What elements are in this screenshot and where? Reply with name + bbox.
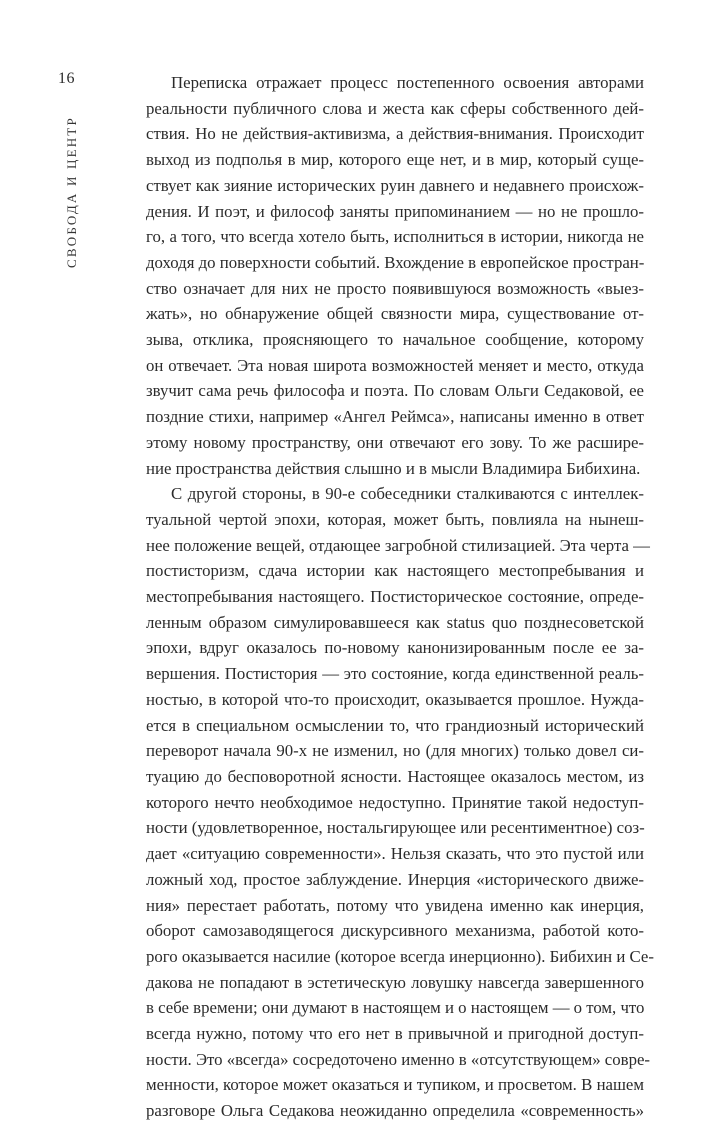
- text-line: го, а того, что всегда хотело быть, исполниться в истории, никогда не: [146, 227, 644, 247]
- text-line: туальной чертой эпохи, которая, может быть, повлияла на нынеш-: [146, 509, 644, 529]
- text-line: поздние стихи, например «Ангел Реймса», написаны именно в ответ: [146, 407, 644, 427]
- text-line: туацию до бесповоротной ясности. Настоящее оказалось местом, из: [146, 766, 644, 786]
- text-line: которого нечто необходимое недоступно. Принятие такой недоступ-: [146, 792, 644, 812]
- text-line: ностью, в которой что-то происходит, оказывается прошлое. Нужда-: [146, 689, 644, 709]
- body-text: [146, 70, 654, 1124]
- text-line: ния» перестает работать, потому что увидена именно как инерция,: [146, 895, 644, 915]
- text-line: звучит сама речь философа и поэта. По словам Ольги Седаковой, ее: [146, 381, 644, 401]
- paragraph: [146, 70, 644, 481]
- text-line: Переписка отражает процесс постепенного освоения авторами: [171, 73, 644, 92]
- text-line: ствует как зияние исторических руин давнего и недавнего происхож-: [146, 175, 644, 195]
- text-line: ленным образом симулировавшееся как status quo позднесоветской: [146, 612, 644, 632]
- text-line: ствия. Но не действия-активизма, а действия-внимания. Происходит: [146, 124, 644, 144]
- text-line: оборот самозаводящегося дискурсивного механизма, работой кото-: [146, 921, 644, 941]
- text-line: ство означает для них не просто появившуюся возможность «выез-: [146, 278, 644, 298]
- text-line: рого оказывается насилие (которое всегда инерционно). Бибихин и Се-: [146, 946, 654, 966]
- text-line: выход из подполья в мир, которого еще нет, и в мир, который суще-: [146, 150, 644, 170]
- text-line: ется в специальном осмыслении то, что грандиозный исторический: [146, 715, 644, 735]
- text-line: вершения. Постистория — это состояние, когда единственной реаль-: [146, 664, 644, 684]
- text-line: этому новому пространству, они отвечают его зову. То же расшире-: [146, 432, 644, 452]
- text-line: ложный ход, простое заблуждение. Инерция «исторического движе-: [146, 869, 644, 889]
- text-line: дает «ситуацию современности». Нельзя сказать, что это пустой или: [146, 844, 644, 864]
- text-line: С другой стороны, в 90-е собеседники сталкиваются с интеллек-: [171, 484, 644, 504]
- text-line: в себе времени; они думают в настоящем и о настоящем — о том, что: [146, 998, 645, 1018]
- paragraph: [146, 481, 654, 1124]
- text-line: ние пространства действия слышно и в мысли Владимира Бибихина.: [146, 458, 641, 478]
- page-number: 16: [58, 70, 75, 87]
- text-line: менности, которое может оказаться и тупиком, и просветом. В нашем: [146, 1075, 644, 1095]
- text-line: дения. И поэт, и философ заняты припоминанием — но не прошло-: [146, 201, 644, 221]
- text-line: нее положение вещей, отдающее загробной стилизацией. Эта черта —: [146, 535, 650, 555]
- text-line: всегда нужно, потому что его нет в привычной и пригодной доступ-: [146, 1024, 644, 1044]
- text-line: дакова не попадают в эстетическую ловушку навсегда завершенного: [146, 972, 644, 992]
- text-line: разговоре Ольга Седакова неожиданно определила «современность»: [146, 1101, 644, 1121]
- running-head: СВОБОДА И ЦЕНТР: [64, 116, 79, 268]
- text-line: доходя до поверхности событий. Вхождение в европейское простран-: [146, 252, 645, 272]
- text-line: эпохи, вдруг оказалось по-новому канонизированным после ее за-: [146, 638, 644, 658]
- text-line: он отвечает. Эта новая широта возможностей меняет и место, откуда: [146, 355, 644, 375]
- text-line: жать», но обнаружение общей связности мира, существование от-: [146, 304, 644, 324]
- text-line: ности (удовлетворенное, ностальгирующее или ресентиментное) соз-: [146, 818, 645, 838]
- text-line: местопребывания настоящего. Постисторическое состояние, опреде-: [146, 587, 644, 607]
- text-line: реальности публичного слова и жеста как сферы собственного дей-: [146, 98, 644, 118]
- text-line: ности. Это «всегда» сосредоточено именно в «отсутствующем» совре-: [146, 1049, 651, 1069]
- text-line: постисторизм, сдача истории как настоящего местопребывания и: [146, 561, 644, 581]
- text-line: зыва, отклика, проясняющего то начальное сообщение, которому: [146, 330, 644, 350]
- text-line: переворот начала 90-х не изменил, но (для многих) только довел си-: [146, 741, 644, 761]
